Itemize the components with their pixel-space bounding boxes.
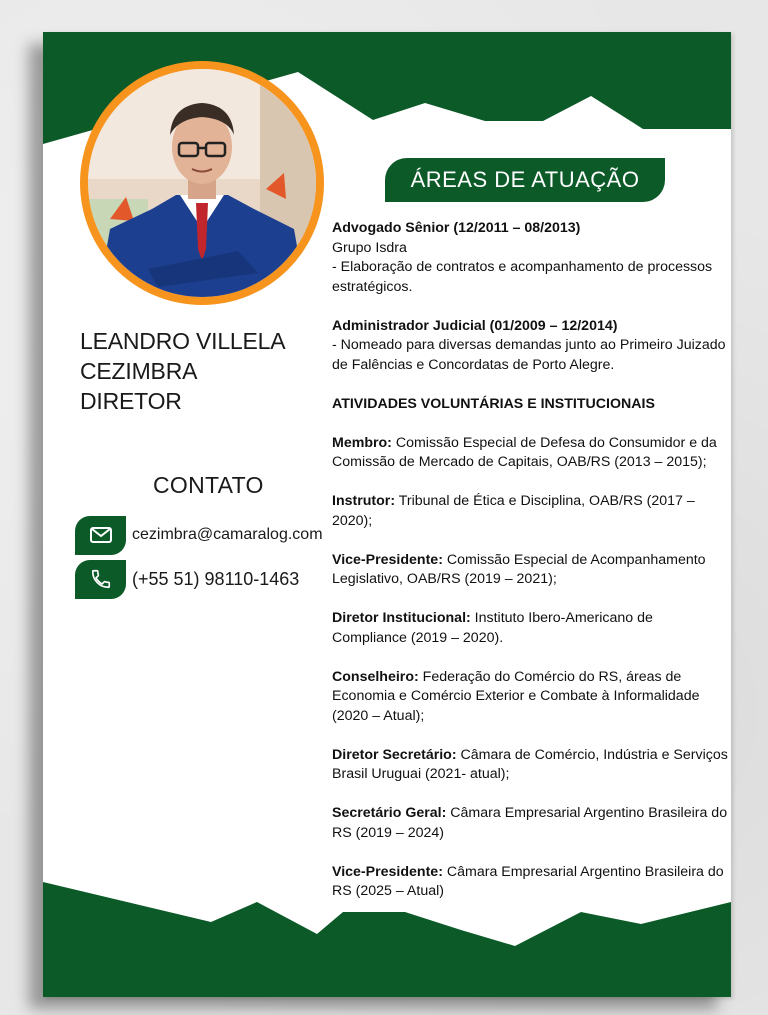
- volunteer-text: Câmara de Comércio, Indústria e Serviços Brasil Uruguai (2021- atual);: [332, 746, 728, 782]
- areas-content: [332, 219, 730, 921]
- volunteer-text: Comissão Especial de Acompanhamento Legislativo, OAB/RS (2019 – 2021);: [332, 551, 706, 587]
- volunteer-role: Conselheiro:: [332, 668, 419, 685]
- volunteer-role: Vice-Presidente:: [332, 551, 443, 568]
- volunteer-item: [332, 434, 730, 473]
- areas-banner: [385, 158, 665, 202]
- volunteer-text: Instituto Ibero-Americano de Compliance (2019 – 2020).: [332, 610, 653, 646]
- volunteer-item: [332, 746, 730, 785]
- volunteer-text: Tribunal de Ética e Disciplina, OAB/RS (2017 – 2020);: [332, 493, 695, 529]
- contact-email[interactable]: cezimbra@camaralog.com: [132, 526, 323, 543]
- volunteer-role: Membro:: [332, 434, 392, 451]
- volunteer-item: [332, 804, 730, 843]
- experience-line: Grupo Isdra: [332, 239, 407, 256]
- volunteer-text: Câmara Empresarial Argentino Brasileira do RS (2025 – Atual): [332, 863, 724, 899]
- volunteer-item: [332, 609, 730, 648]
- experience-item: [332, 317, 730, 376]
- experience-title: Administrador Judicial (01/2009 – 12/2014): [332, 317, 618, 334]
- contact-phone[interactable]: (+55 51) 98110-1463: [132, 568, 300, 589]
- volunteer-role: Diretor Institucional:: [332, 610, 471, 626]
- volunteer-role: Instrutor:: [332, 493, 396, 509]
- areas-banner-label: ÁREAS DE ATUAÇÃO: [410, 167, 640, 192]
- experience-title: Advogado Sênior (12/2011 – 08/2013): [332, 220, 581, 236]
- volunteer-heading: ATIVIDADES VOLUNTÁRIAS E INSTITUCIONAIS: [332, 395, 655, 412]
- volunteer-item: [332, 551, 730, 590]
- phone-icon: [75, 560, 126, 599]
- envelope-icon: [75, 516, 126, 555]
- volunteer-role: Diretor Secretário:: [332, 746, 457, 763]
- volunteer-role: Vice-Presidente:: [332, 863, 443, 880]
- volunteer-item: [332, 492, 730, 531]
- volunteer-item: [332, 668, 730, 727]
- volunteer-text: Federação do Comércio do RS, áreas de Economia e Comércio Exterior e Combate à Informalidade (2020 – Atual);: [332, 668, 700, 724]
- profile-photo: [88, 69, 316, 297]
- name-line-2: CEZIMBRA: [80, 358, 198, 384]
- volunteer-role: Secretário Geral:: [332, 805, 447, 821]
- job-title: DIRETOR: [80, 388, 182, 414]
- contact-phone-row[interactable]: [75, 559, 299, 599]
- volunteer-text: Comissão Especial de Defesa do Consumidor e da Comissão de Mercado de Capitais, OAB/RS (2013 – 2015);: [332, 434, 717, 470]
- contact-heading: CONTATO: [153, 472, 264, 498]
- volunteer-text: Câmara Empresarial Argentino Brasileira do RS (2019 – 2024): [332, 805, 728, 841]
- contact-email-row[interactable]: [75, 515, 323, 555]
- experience-line: - Elaboração de contratos e acompanhamento de processos estratégicos.: [332, 259, 713, 295]
- resume-page: [43, 32, 731, 997]
- experience-item: [332, 219, 730, 297]
- profile-name: [80, 326, 330, 416]
- volunteer-item: [332, 863, 730, 902]
- name-line-1: LEANDRO VILLELA: [80, 328, 286, 354]
- experience-line: - Nomeado para diversas demandas junto ao Primeiro Juizado de Falências e Concordatas de Porto Alegre.: [332, 337, 726, 373]
